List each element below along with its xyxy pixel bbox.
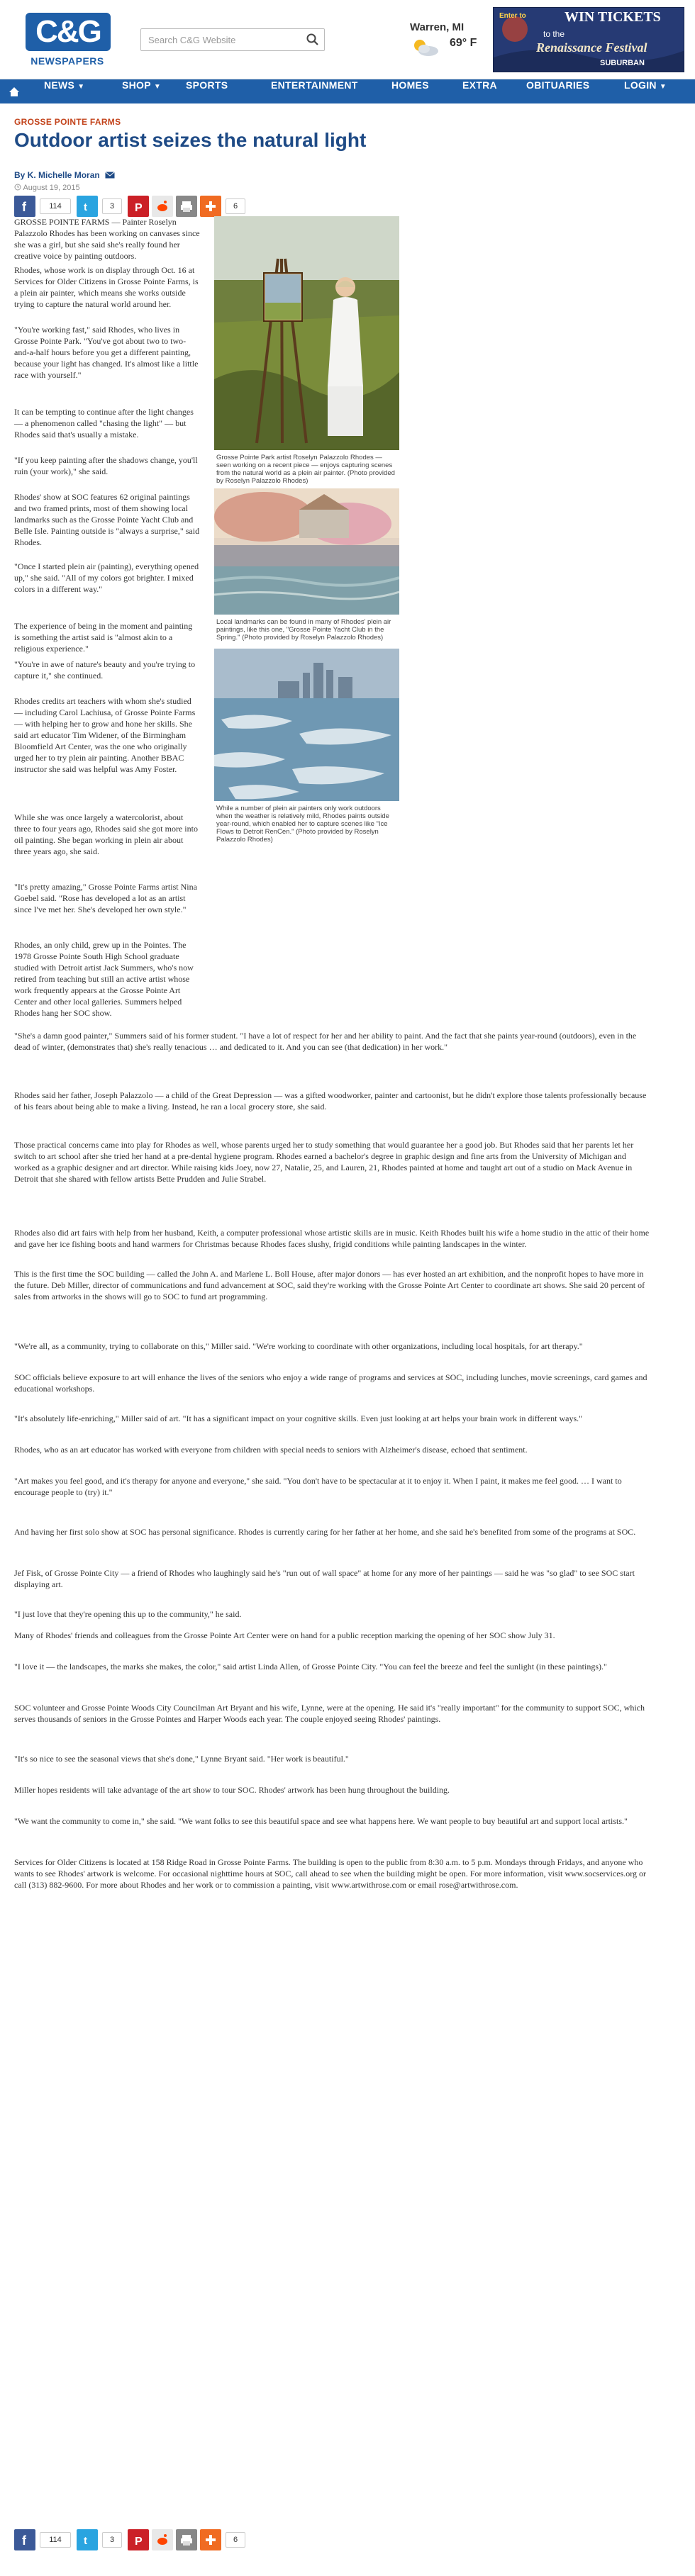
paragraph: "It's pretty amazing," Grosse Pointe Farms artist Nina Goebel said. "Rose has developed a lot as an artist since I've met her. She's developed her own style." (14, 882, 197, 914)
paragraph: "It's so nice to see the seasonal views that she's done," Lynne Bryant said. "Her work is beautiful." (14, 1754, 349, 1764)
photo-artist-painting-outdoors[interactable] (214, 216, 399, 450)
plus-icon (204, 2533, 218, 2547)
pinterest-share-button[interactable] (128, 2529, 149, 2550)
email-icon[interactable] (105, 172, 115, 179)
painting-yacht-club[interactable] (214, 488, 399, 615)
main-nav (0, 79, 695, 103)
twitter-icon (80, 2533, 94, 2547)
print-button[interactable] (176, 2529, 197, 2550)
nav-homes[interactable]: HOMES (391, 79, 429, 91)
logo-text: NEWSPAPERS (30, 55, 104, 67)
article-figure (214, 488, 399, 642)
twitter-share-button[interactable] (77, 2529, 98, 2550)
article-figure (214, 649, 399, 844)
paragraph: "Art makes you feel good, and it's therapy for anyone and everyone," she said. "You don't have to be spectacular at it to enjoy it. When I paint, it makes me feel good. … I want to encourage people to (try) it." (14, 1476, 622, 1497)
paragraph: "You're working fast," said Rhodes, who lives in Grosse Pointe Park. "You've got about two to two-and-a-half hours before you get a different painting, because your light has changed. It's almost like a little race with yourself." (14, 325, 199, 380)
twitter-share-button[interactable] (77, 196, 98, 217)
addthis-share-count: 6 (226, 198, 245, 214)
facebook-share-button[interactable] (14, 196, 35, 217)
paragraph: And having her first solo show at SOC has personal significance. Rhodes is currently caring for her father at her home, and she said he's benefited from some of the programs at SOC. (14, 1527, 636, 1537)
share-bar-bottom (14, 2529, 312, 2552)
author-name: By K. Michelle Moran (14, 170, 100, 180)
nav-entertainment[interactable]: ENTERTAINMENT (271, 79, 358, 91)
paragraph: Services for Older Citizens is located at 158 Ridge Road in Grosse Pointe Farms. The building is open to the public from 8:30 a.m. to 5 p.m. Mondays through Fridays, and anyone who wants to see Rhodes' artwork is welcome. For occasional nighttime hours at SOC, call ahead to see when the building might be open. For more information, visit www.soc​services.org or call (313) 882-9600. For more about Rhodes and her work or to commission a painting, visit www.artwithrose.com or email rose@artwithrose.com. (14, 1857, 646, 1890)
ad-headline: WIN TICKETS (565, 9, 661, 25)
article-figure (214, 216, 399, 485)
facebook-share-count: 114 (40, 2532, 71, 2548)
section-label[interactable]: GROSSE POINTE FARMS (14, 117, 121, 127)
ad-mid-text: to the (543, 29, 565, 39)
paragraph: "It's absolutely life-enriching," Miller said of art. "It has a significant impact on your cognitive skills. Even just looking at art helps your brain work in different ways." (14, 1413, 583, 1423)
print-icon (179, 2533, 194, 2547)
svg-text:f: f (22, 200, 26, 213)
paragraph: Rhodes, whose work is on display through Oct. 16 at Services for Older Citizens in Grosse Pointe Farms, is a plein air painter, which means she works outside trying to capture the natural world around her. (14, 265, 199, 309)
paragraph: "Once I started plein air (painting), everything opened up," she said. "All of my colors got brighter. I mixed colors in a different way." (14, 561, 199, 594)
addthis-share-count: 6 (226, 2532, 245, 2548)
chevron-down-icon: ▼ (153, 83, 162, 91)
paragraph: Rhodes, who as an art educator has worked with everyone from children with special needs to seniors with Alzheimer's disease, echoed that sentiment. (14, 1445, 528, 1455)
paragraph: "I love it — the landscapes, the marks she makes, the color," said artist Linda Allen, of Grosse Pointe City. "You can feel the breeze and feel the sunlight (in these paintings)." (14, 1662, 607, 1671)
facebook-share-count: 114 (40, 198, 71, 214)
ad-title: Renaissance Festival (536, 40, 647, 55)
reddit-icon (155, 199, 169, 213)
svg-text:t: t (84, 201, 87, 213)
article-headline: Outdoor artist seizes the natural light (14, 129, 367, 151)
byline[interactable] (14, 170, 115, 180)
print-icon (179, 199, 194, 213)
search-icon[interactable] (306, 33, 320, 47)
weather-location: Warren, MI (410, 21, 465, 33)
figure-caption: Grosse Pointe Park artist Roselyn Palazzolo Rhodes — seen working on a recent piece — enjoys capturing scenes from the natural world as a plein air painter. (Photo provided by Roselyn Palazzolo Rhodes) (216, 454, 395, 485)
paragraph: Those practical concerns came into play for Rhodes as well, whose parents urged her to study something that would guarantee her a good job. But Rhodes said that her parents let her switch to art school after she tried her hand at a pre-dental hygiene program. Rhodes earned a bachelor's degree in graphic design and fine arts from the University of Michigan and worked as a graphic designer and art director. While raising kids Joey, now 27, Natalie, 25, and Lauren, 21, Rhodes painted at home and taught art out of a studio on Mack Avenue in Detroit that she shared with fellow artists Bette Prudden and Julie Strabel. (14, 1140, 634, 1184)
paragraph: Rhodes' show at SOC features 62 original paintings and two framed prints, most of them showing local landmarks such as the Grosse Pointe Yacht Club and Belle Isle. Painting outside is "always a surprise," said Rhodes. (14, 492, 200, 547)
nav-home-icon[interactable] (7, 79, 21, 103)
figure-caption: Local landmarks can be found in many of Rhodes' plein air paintings, like this one, "Grosse Pointe Yacht Club in the Spring." (Photo provided by Roselyn Palazzolo Rhodes) (216, 618, 391, 642)
pinterest-icon (131, 2533, 145, 2547)
paragraph: "I just love that they're opening this up to the community," he said. (14, 1609, 242, 1619)
chevron-down-icon: ▼ (77, 83, 85, 91)
ad-top-text: Enter to (499, 12, 526, 20)
search-placeholder: Search C&G Website (148, 35, 236, 45)
ad-banner[interactable] (493, 7, 684, 72)
svg-text:P: P (135, 2536, 143, 2547)
paragraph: Miller hopes residents will take advantage of the art show to tour SOC. Rhodes' artwork has been hung throughout the building. (14, 1785, 450, 1795)
twitter-share-count: 3 (102, 2532, 122, 2548)
paragraph: Rhodes said her father, Joseph Palazzolo — a child of the Great Depression — was a gifted woodworker, painter and cartoonist, but he didn't explore those talents professionally because of his fears about being able to make a living. Instead, he ran a local grocery store, she said. (14, 1090, 647, 1111)
facebook-icon (18, 199, 32, 213)
nav-login[interactable]: LOGIN ▼ (624, 79, 667, 91)
paragraph: It can be tempting to continue after the light changes — a phenomenon called "chasing the light" — but Rhodes said that's usually a mistake. (14, 407, 194, 439)
nav-obituaries[interactable]: OBITUARIES (526, 79, 590, 91)
site-header (0, 0, 695, 79)
nav-shop[interactable]: SHOP ▼ (122, 79, 162, 91)
svg-text:t: t (84, 2535, 87, 2547)
paragraph: GROSSE POINTE FARMS — Painter Roselyn Palazzolo Rhodes has been working on canvases since she was a girl, but she said she's really found her creative voice by painting outdoors. (14, 217, 200, 261)
plus-icon (204, 199, 218, 213)
print-button[interactable] (176, 196, 197, 217)
weather-temperature: 69° F (450, 37, 477, 49)
publish-date: August 19, 2015 (14, 184, 80, 192)
twitter-share-count: 3 (102, 198, 122, 214)
facebook-share-button[interactable] (14, 2529, 35, 2550)
pinterest-icon (131, 199, 145, 213)
paragraph: "We want the community to come in," she said. "We want folks to see this beautiful space and see what happens here. We want people to buy beautiful art and support local artists." (14, 1816, 628, 1826)
paragraph: Rhodes, an only child, grew up in the Pointes. The 1978 Grosse Pointe South High School graduate studied with Detroit artist Jack Summers, who's now retired from teaching but still an active artist whose work frequently appears at the Grosse Pointe Art Center and other local galleries. Summers helped Rhodes hang her SOC show. (14, 940, 194, 1018)
facebook-icon (18, 2533, 32, 2547)
paragraph: Rhodes also did art fairs with help from her husband, Keith, a computer professional whose artistic skills are in music. Keith Rhodes built his wife a home studio in the attic of their home and gave her ice fishing boots and hand warmers for Christmas because Rhodes faces slushy, frigid conditions while painting landscapes in the winter. (14, 1228, 650, 1249)
paragraph: "We're all, as a community, trying to collaborate on this," Miller said. "We're working to coordinate with other organizations, including local hospitals, for art therapy." (14, 1341, 583, 1351)
paragraph: SOC officials believe exposure to art will enhance the lives of the seniors who enjoy a wide range of programs and services at SOC, including lunches, movie screenings, card games and educational workshops. (14, 1372, 647, 1394)
nav-news[interactable]: NEWS ▼ (44, 79, 85, 91)
paragraph: The experience of being in the moment and painting is something the artist said is "almost akin to a religious experience." (14, 621, 193, 654)
paragraph: Many of Rhodes' friends and colleagues from the Grosse Pointe Art Center were on hand for a public reception marking the opening of her SOC show July 31. (14, 1630, 555, 1640)
pinterest-share-button[interactable] (128, 196, 149, 217)
site-logo[interactable] (21, 13, 113, 69)
paragraph: Rhodes credits art teachers with whom she's studied — including Carol Lachiusa, of Grosse Pointe Farms — with helping her to grow and hone her skills. She said art educator Tim Widener, of the Birmingham Bloomfield Art Center, was the one who originally urged her to try plein air painting. Another BBAC instructor she said was helpful was Amy Foster. (14, 696, 196, 774)
paragraph: This is the first time the SOC building — called the John A. and Marlene L. Boll House, after major donors — has ever hosted an art exhibition, and the nonprofit hopes to have more in the future. Deb Miller, director of communications and fund advancement at SOC, said they're working with the Grosse Pointe Art Center to coordinate art shows. She said 20 percent of sales from artworks in the shows will go to SOC to fund art programming. (14, 1269, 645, 1301)
twitter-icon (80, 199, 94, 213)
paragraph: SOC volunteer and Grosse Pointe Woods City Councilman Art Bryant and his wife, Lynne, were at the opening. He said it's "really important" for the community to support SOC, which serves thousands of seniors in the Grosse Pointes and Harper Woods each year. The couple enjoyed seeing Rhodes' paintings. (14, 1703, 645, 1724)
search-input[interactable] (140, 28, 325, 51)
logo-mark: C&G (26, 13, 111, 51)
reddit-icon (155, 2533, 169, 2547)
addthis-share-button[interactable] (200, 2529, 221, 2550)
svg-text:P: P (135, 202, 143, 213)
paragraph: "You're in awe of nature's beauty and you're trying to capture it," she continued. (14, 659, 196, 681)
chevron-down-icon: ▼ (659, 83, 667, 91)
figure-caption: While a number of plein air painters only work outdoors when the weather is relatively mild, Rhodes paints outside year-round, which enabled her to capture scenes like "Ice Flows to Detroit RenCen." (Photo provided by Roselyn Palazzolo Rhodes) (216, 805, 389, 844)
paragraph: "If you keep painting after the shadows change, you'll ruin (your work)," she said. (14, 455, 198, 476)
paragraph: "She's a damn good painter," Summers said of his former student. "I have a lot of respect for her and her ability to paint. And the fact that she paints year-round (outdoors), even in the dead of winter, (demonstrates that) she's really tenacious … and dedicated to it. And you can see (that dedication) in her work." (14, 1031, 637, 1052)
partly-sunny-icon (410, 37, 441, 58)
nav-sports[interactable]: SPORTS (186, 79, 228, 91)
reddit-share-button[interactable] (152, 2529, 173, 2550)
paragraph: While she was once largely a watercolorist, about three to four years ago, Rhodes said she got more into oil painting. She began working in plein air about three years ago, she said. (14, 812, 198, 856)
svg-text:f: f (22, 2533, 26, 2547)
painting-ice-flows-rencen[interactable] (214, 649, 399, 801)
addthis-share-button[interactable] (200, 196, 221, 217)
paragraph: Jef Fisk, of Grosse Pointe City — a friend of Rhodes who laughingly said he's "run out of wall space" at home for any more of her paintings — said he was "so glad" to see SOC start displaying art. (14, 1568, 635, 1589)
share-bar-top (14, 196, 312, 218)
nav-extra[interactable]: EXTRA (462, 79, 497, 91)
ad-sponsor: SUBURBAN (600, 59, 645, 67)
reddit-share-button[interactable] (152, 196, 173, 217)
clock-icon (14, 184, 21, 191)
